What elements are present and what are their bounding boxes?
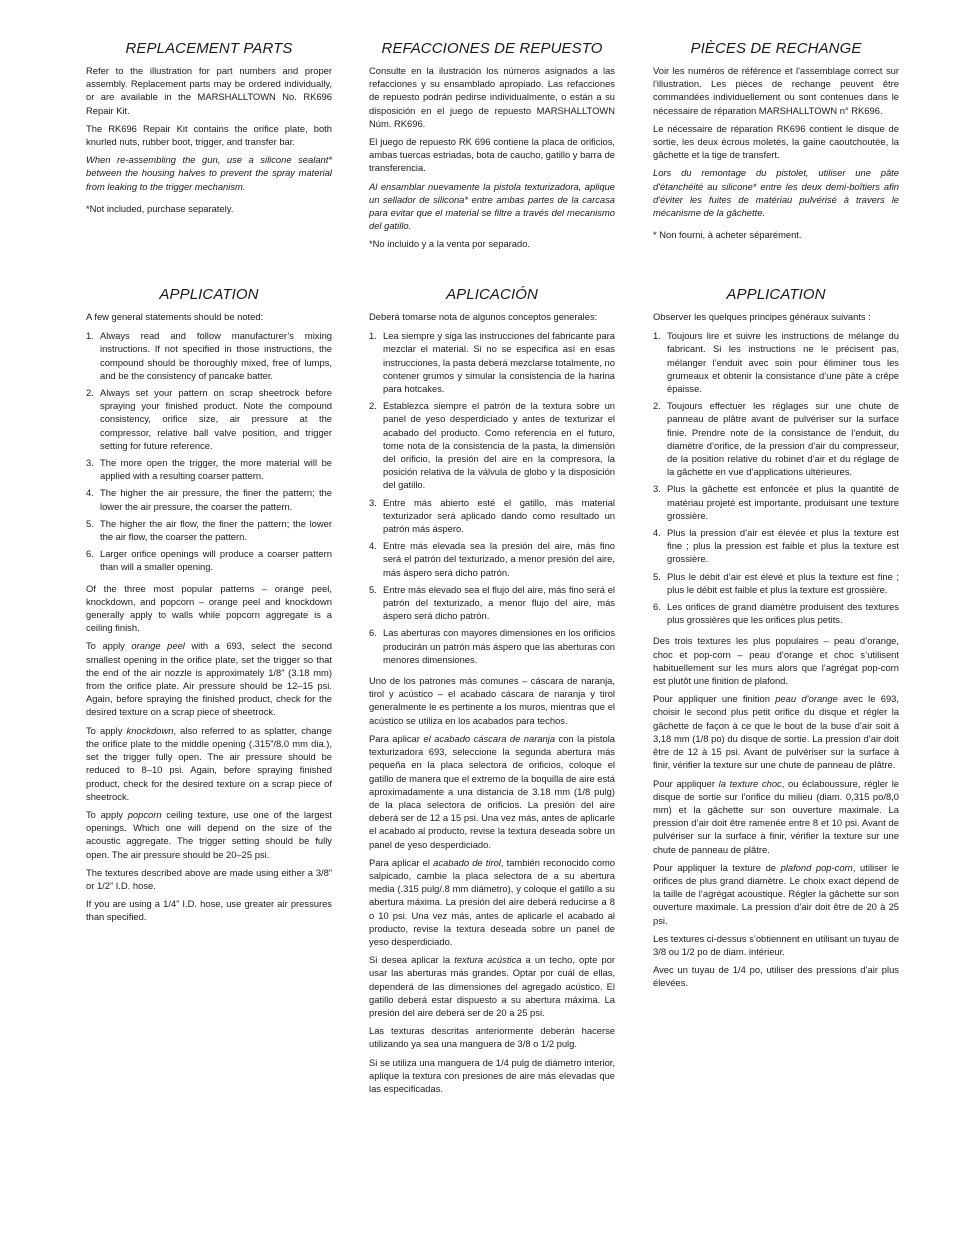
intro: Observer les quelques principes généraux suivants : xyxy=(653,311,871,322)
paragraph-knockdown xyxy=(653,777,899,856)
text-run: , también reconocido como salpicado, cambie la placa selectora de a su abertura media (.315 pulg/.8 mm diámetro), y coloque el gatillo a su abertura máxima. La presión del aire deberá reducirse a 8 o 10 psi. Una vez más, antes de aplicarle el acabado al producto, revise la textura deseada sobre un panel de yeso desperdiciado. xyxy=(369,856,616,947)
paragraph-orange-peel xyxy=(653,692,899,771)
paragraph-italic: Lors du remontage du pistolet, utiliser une pâte d'étanchéité au silicone* entre les deux demi-boîtiers afin d'éviter les fuites de matériau pulvérisé à travers le mécanisme de la gâchette. xyxy=(653,167,899,219)
list-text: Plus la pression d’air est élevée et plus la texture est fine ; plus la pression est faible et plus la texture est grossière. xyxy=(667,527,899,565)
list-item xyxy=(86,517,332,543)
paragraph: Avec un tuyau de 1/4 po, utiliser des pressions d’air plus élevées. xyxy=(653,964,899,989)
list-number: 6. xyxy=(653,601,661,613)
text-run: , also referred to as splatter, change the orifice plate to the middle opening (.315”/8.0 mm dia.), set the trigger fully open. The air pressure should be reduced to 8–10 psi. Again, before spraying finished product, check for the desired texture on a scrap piece of sheetrock. xyxy=(86,724,332,802)
list-number: 4. xyxy=(86,487,94,499)
paragraph-orange-peel xyxy=(369,732,615,851)
list-item xyxy=(86,386,332,452)
emphasis: acabado de tirol xyxy=(433,856,501,868)
paragraph: Of the three most popular patterns – orange peel, knockdown, and popcorn – orange peel and knockdown generally apply to walls while popcorn aggregate is a ceiling finish. xyxy=(86,582,332,634)
paragraph-knockdown xyxy=(369,856,615,948)
paragraph: El juego de repuesto RK 696 contiene la placa de orificios, ambas tuercas estriadas, bota de caucho, gatillo y barra de transferencia. xyxy=(369,136,615,174)
numbered-list xyxy=(86,329,332,573)
list-text: Lea siempre y siga las instrucciones del fabricante para mezclar el material. Si no se especifica así en esas instrucciones, la pasta deberá mezclarse totalmente, no contener grumos y simular la consistencia de la harina para hotcakes. xyxy=(383,330,615,395)
list-text: Plus le débit d’air est élevé et plus la texture est fine ; plus le débit est faible et plus la texture est grossière. xyxy=(667,570,899,595)
application-en-section xyxy=(86,286,332,929)
list-text: Toujours effectuer les réglages sur une chute de panneau de plâtre avant de pulvériser sur la surface finie. Prendre note de la consistance de l’enduit, du diamètre d’orifice, de la pression d’air du compresseur, de la position relative du robinet d’air et du réglage de la gâchette en vue d’applications ultérieures. xyxy=(667,400,899,478)
paragraph-italic: When re-assembling the gun, use a silicone sealant* between the housing halves to prevent the spray material from leaking to the trigger mechanism. xyxy=(86,154,332,192)
list-item xyxy=(86,329,332,382)
list-text: Entre más abierto esté el gatillo, más material texturizador será aplicado dando como resultado un patrón más áspero. xyxy=(383,496,615,535)
paragraph-knockdown xyxy=(86,724,332,803)
list-number: 1. xyxy=(86,330,94,342)
emphasis: la texture choc xyxy=(718,777,782,789)
list-number: 6. xyxy=(369,627,377,639)
list-number: 1. xyxy=(653,330,661,342)
list-number: 6. xyxy=(86,548,94,560)
list-number: 4. xyxy=(369,540,377,552)
list-text: Always set your pattern on scrap sheetrock before spraying your finished product. Note the compound consistency, orifice size, air pressure at the compressor, relative ball valve position, and trigger setting for future reference. xyxy=(100,387,332,451)
section-title: REPLACEMENT PARTS xyxy=(125,40,293,57)
text-run: Pour appliquer la texture de xyxy=(653,861,781,873)
text-run: a un techo, opte por usar las aberturas más grandes. Optar por cuál de ellas, dependerá de las dimensiones del agregado acústico. El gatillo deberá estar dispuesto a su abertura máxima. La presión del aire deberá ser de 20 a 25 psi. xyxy=(369,954,615,1018)
numbered-list xyxy=(653,329,899,626)
paragraph: Si se utiliza una manguera de 1/4 pulg de diámetro interior, aplique la textura con presiones de aire más elevadas que las especificadas. xyxy=(369,1056,615,1094)
emphasis: orange peel xyxy=(131,640,185,652)
footnote: * Non fourni, à acheter séparément. xyxy=(653,229,802,241)
text-run: Si desea aplicar la xyxy=(369,954,455,966)
list-text: Always read and follow manufacturer’s mixing instructions. If not specified in those instructions, the compound should be thoroughly mixed, free of lumps, and be the consistency of pancake batter. xyxy=(100,330,332,381)
list-number: 5. xyxy=(653,570,661,582)
list-item xyxy=(86,547,332,573)
footnote: *Not included, purchase separately. xyxy=(86,202,234,214)
text-run: Para aplicar el xyxy=(369,856,434,868)
list-item xyxy=(369,329,615,395)
list-item xyxy=(369,496,615,536)
list-number: 3. xyxy=(86,457,94,469)
paragraph: Las texturas descritas anteriormente deberán hacerse utilizando ya sea una manguera de 3/8 o 1/2 pulg. xyxy=(369,1025,615,1050)
text-run: con la pistola texturizadora 693, seleccione la segunda abertura más pequeña en la placa selectora de orificios, coloque el gatillo de manera que el extremo de la boquilla de aire está aproximadamente a una distancia de 3.18 mm (1/8 pulg) de la placa selectora de orificios. La presión del aire deberá ser de 12 a 15 psi. Una vez más, antes de aplicarle el acabado al producto, revise la textura deseada sobre un panel de yeso desperdiciado. xyxy=(369,732,615,850)
list-item xyxy=(369,399,615,491)
emphasis: knockdown xyxy=(126,724,174,736)
text-run: To apply xyxy=(86,640,132,652)
footnote: *No incluido y a la venta por separado. xyxy=(369,238,531,250)
emphasis: popcorn xyxy=(127,808,162,820)
list-item xyxy=(369,539,615,579)
section-title: APLICACIÓN xyxy=(446,286,538,303)
list-number: 5. xyxy=(86,517,94,529)
paragraph-popcorn xyxy=(369,953,615,1019)
text-run: with a 693, select the second smallest opening in the orifice plate, set the trigger so that the end of the air nozzle is approximately 1/8” (3.18 mm) from the orifice plate. Air pressure should be 12–15 psi. Again, before spraying the finished product, check for the desired texture on a scrap piece of sheetrock. xyxy=(86,640,333,718)
list-item xyxy=(369,583,615,623)
list-item xyxy=(86,486,332,512)
list-number: 5. xyxy=(369,583,377,595)
text-run: To apply xyxy=(86,724,127,736)
paragraph-popcorn xyxy=(86,808,332,861)
paragraph-popcorn xyxy=(653,861,899,927)
list-number: 2. xyxy=(369,400,377,412)
list-number: 3. xyxy=(653,483,661,495)
replacement-fr-section xyxy=(653,40,899,246)
emphasis: textura acústica xyxy=(454,954,522,966)
list-item xyxy=(369,626,615,666)
section-title: APPLICATION xyxy=(726,286,826,303)
list-text: Las aberturas con mayores dimensiones en los orificios producirán un patrón más áspero que las aberturas con menores dimensiones. xyxy=(383,627,615,665)
list-number: 2. xyxy=(653,400,661,412)
intro: A few general statements should be noted: xyxy=(86,311,264,322)
list-text: Establezca siempre el patrón de la textura sobre un panel de yeso desperdiciado y antes de texturizar el acabado del producto. Como referencia en el futuro, tome nota de la consistencia de la pasta, la dimensión del orificio, la presión del aire en la compresora, la posición relativa de la válvula de globo y la disposición del gatillo. xyxy=(383,400,615,491)
list-item xyxy=(86,456,332,482)
text-run: , utiliser le orifices de plus grand diamètre. Le choix exact dépend de la taille de l’agrégat acoustique. Régler la gâchette sur son ouverture maximale. La pression d’air doit être de 20 à 25 psi. xyxy=(653,861,899,926)
list-text: The higher the air flow, the finer the pattern; the lower the air flow, the coarser the pattern. xyxy=(100,517,332,543)
paragraph-orange-peel xyxy=(86,639,332,718)
list-text: Les orifices de grand diamètre produisent des textures plus grossières que les orifices plus petits. xyxy=(667,601,899,626)
replacement-es-section xyxy=(369,40,615,256)
text-run: To apply xyxy=(86,808,128,820)
list-text: Toujours lire et suivre les instructions de mélange du fabricant. Si les instructions ne le précisent pas, mélanger l’enduit avec soin pour éliminer tous les grumeaux et obtenir la consistance d’une pâte à crêpe épaisse. xyxy=(667,330,899,395)
text-run: , ou éclaboussure, régler le disque de sortie sur l’orifice du milieu (diam. 0,315 po/8,0 mm) et la gâchette sur son ouverture maximale. La pression d’air doit être ramenée entre 8 et 10 psi. Avant de pulvériser sur la surface à finir, vérifier la texture sur une chute de panneau de plâtre. xyxy=(653,777,899,855)
intro: Deberá tomarse nota de algunos conceptos generales: xyxy=(369,311,598,322)
list-item xyxy=(653,526,899,566)
paragraph: Refer to the illustration for part numbers and proper assembly. Replacement parts may be ordered individually, or are available in the MARSHALLTOWN No. RK696 Repair Kit. xyxy=(86,65,332,116)
list-item xyxy=(653,329,899,395)
list-text: The higher the air pressure, the finer the pattern; the lower the air pressure, the coarser the pattern. xyxy=(100,487,332,512)
paragraph: If you are using a 1/4” I.D. hose, use greater air pressures than specified. xyxy=(86,898,332,923)
paragraph: The textures described above are made using either a 3/8” or 1/2” I.D. hose. xyxy=(86,866,332,891)
list-item xyxy=(653,600,899,626)
list-item xyxy=(653,570,899,596)
list-number: 2. xyxy=(86,387,94,399)
list-item xyxy=(653,399,899,478)
section-title: APPLICATION xyxy=(159,286,259,303)
list-text: Entre más elevada sea la presión del aire, más fino será el patrón del texturizado, a menor presión del aire, más áspero será dicho patrón. xyxy=(383,540,615,578)
emphasis: plafond pop-corn xyxy=(780,861,853,873)
list-number: 4. xyxy=(653,527,661,539)
list-text: Larger orifice openings will produce a coarser pattern than will a smaller opening. xyxy=(100,548,332,573)
emphasis: peau d’orange xyxy=(775,693,838,705)
text-run: avec le 693, choisir le second plus petit orifice du disque et régler la gâchette de façon à ce que le bout de la buse d’air soit à 3,18 mm (1/8 po) du disque de sortie. La pression d’air doit être de 12 à 15 psi. Avant de pulvériser sur la surface à finir, vérifier la texture sur une chute de panneau de plâtre. xyxy=(653,693,899,771)
list-number: 3. xyxy=(369,496,377,508)
emphasis: el acabado cáscara de naranja xyxy=(423,732,556,744)
paragraph: Des trois textures les plus populaires – peau d’orange, choc et pop-corn – peau d’orange et choc s’utilisent habituellement sur les murs alors que l’agrégat pop-corn est plutôt une finition de plafond. xyxy=(653,635,899,687)
replacement-en-section xyxy=(86,40,332,220)
list-text: Plus la gâchette est enfoncée et plus la quantité de matériau projeté est importante, produisant une texture grossière. xyxy=(667,483,899,521)
paragraph: Uno de los patrones más comunes – cáscara de naranja, tirol y acústico – el acabado cáscara de naranja y tirol generalmente le es pertinente a los muros, mientras que el acústico se utiliza en los acabados para techos. xyxy=(369,675,615,726)
text-run: Pour appliquer xyxy=(653,777,719,789)
list-text: Entre más elevado sea el flujo del aire, más fino será el patrón del texturizado, a menor flujo del aire, más áspero será dicho patrón. xyxy=(383,583,615,622)
section-title: PIÈCES DE RECHANGE xyxy=(690,40,862,57)
paragraph: Le nécessaire de réparation RK696 contient le disque de sortie, les deux écrous moletés, la gaine caoutchoutée, la gâchette et la tige de transfert. xyxy=(653,122,899,161)
list-item xyxy=(653,482,899,522)
paragraph: Les textures ci-dessus s’obtiennent en utilisant un tuyau de 3/8 ou 1/2 po de diam. intérieur. xyxy=(653,932,899,957)
paragraph-italic: Al ensamblar nuevamente la pistola texturizadora, aplique un sellador de silicona* entre ambas partes de la carcasa para evitar que el material se filtre a través del mecanismo del gatillo. xyxy=(369,180,615,232)
text-run: ceiling texture, use one of the largest openings. Which one will depend on the size of the acoustic aggregate. The trigger setting should be fully open. The air pressure should be 20–25 psi. xyxy=(86,808,332,860)
paragraph: Consulte en la ilustración los números asignados a las refacciones y su ensamblado apropiado. Las refacciones de repuesto podrán pedirse individualmente, o están a su disposición en el juego de repuesto MARSHALLTOWN Núm. RK696. xyxy=(369,65,615,129)
application-fr-section xyxy=(653,286,899,995)
application-es-section xyxy=(369,286,615,1100)
text-run: Pour appliquer une finition xyxy=(653,693,776,705)
paragraph: Voir les numéros de référence et l'assemblage correct sur l'illustration. Les pièces de rechange peuvent être commandées individuellement ou sont contenues dans le nécessaire de réparation MARSHALLTOWN n° RK696. xyxy=(653,65,899,116)
paragraph: The RK696 Repair Kit contains the orifice plate, both knurled nuts, rubber boot, trigger, and transfer bar. xyxy=(86,122,332,148)
list-text: The more open the trigger, the more material will be applied with a resulting coarser pattern. xyxy=(100,457,332,482)
text-run: Para aplicar xyxy=(369,732,424,744)
numbered-list xyxy=(369,329,615,666)
section-title: REFACCIONES DE REPUESTO xyxy=(381,40,603,57)
list-number: 1. xyxy=(369,330,377,342)
